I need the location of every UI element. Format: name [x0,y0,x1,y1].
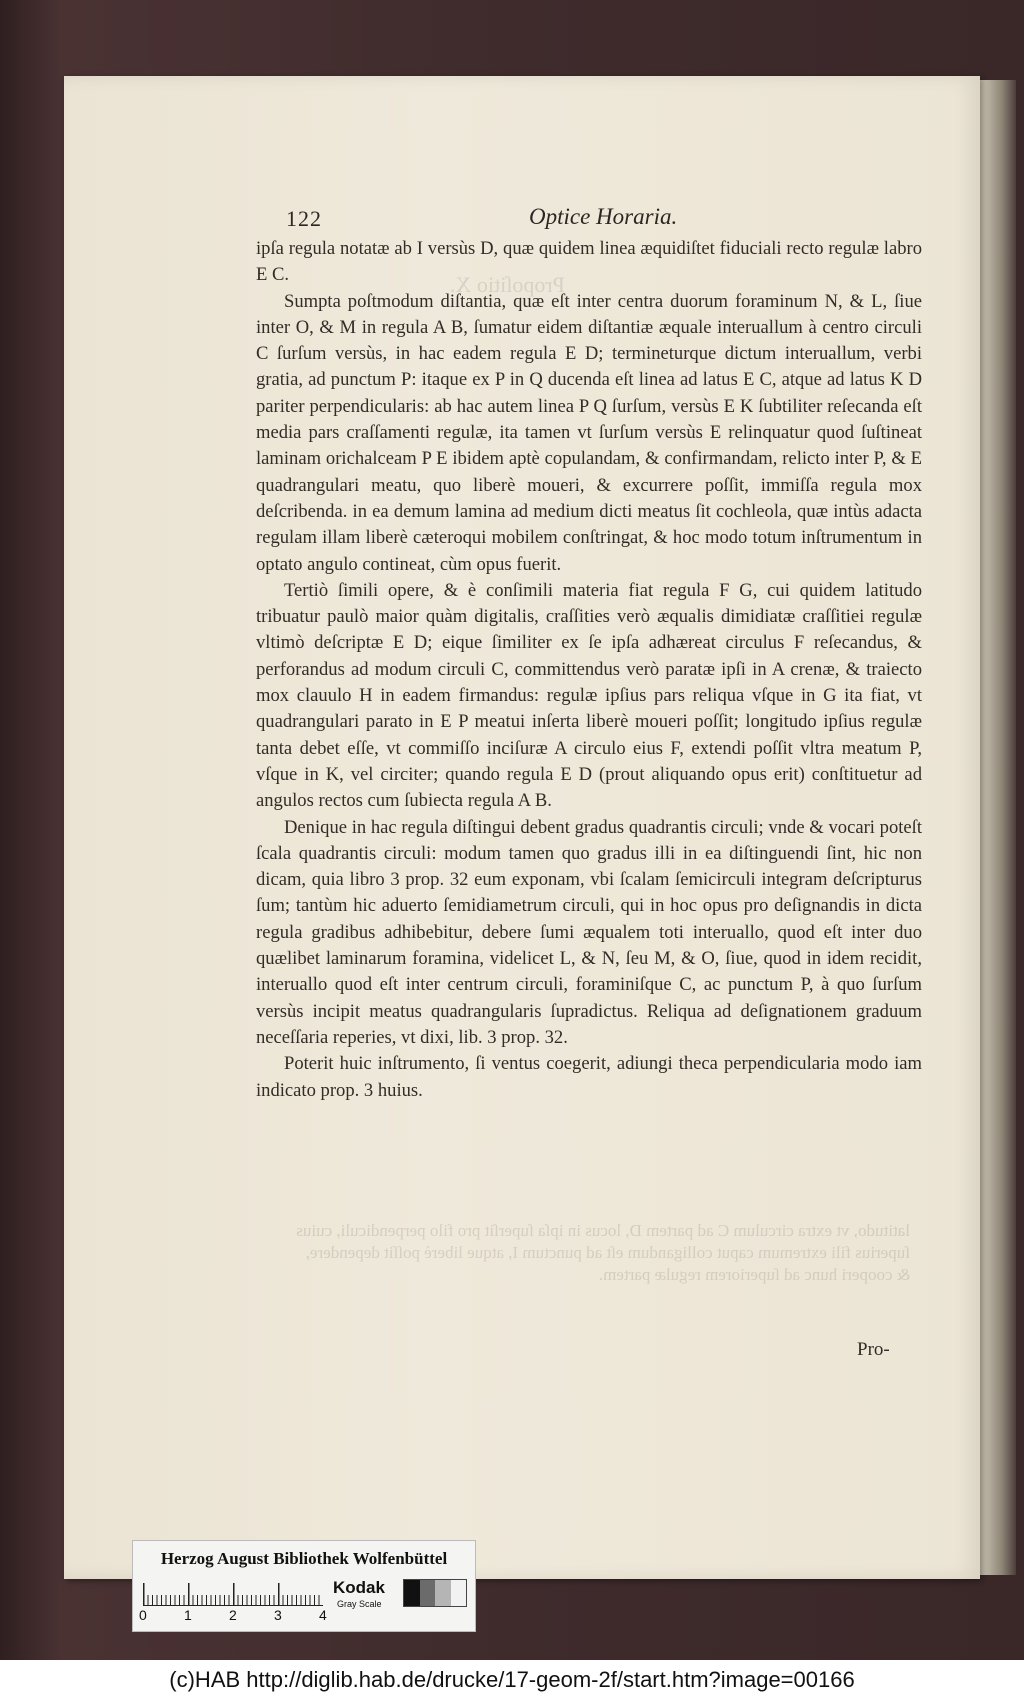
kodak-logo: Kodak [333,1578,385,1597]
paragraph-2: Sumpta poſtmodum diſtantia, quæ eſt inter centra duorum foraminum N, & L, ſiue inter O, & M in regula A B, ſumatur eidem diſtantiæ æquale interuallum à centro circuli C ſurſum versùs, in hac eadem regula E D; termineturque dictum interuallum, verbi gratia, ad punctum P: itaque ex P in Q ducenda eſt linea ad latus E C, atque ad latus K D pariter perpendicularis: ab hac autem linea P Q ſurſum, versùs E K ſubtiliter reſecanda eſt media pars craſſamenti regulæ, ita tamen vt ſurſum versùs E relinquatur quod ſuſtineat laminam orichalceam P E ibidem aptè copulandam, & confirmandam, relicto inter P, & E quadrangulari meatu, quo liberè moueri, & excurrere poſſit, immiſſa regula mox deſcribenda. in ea demum lamina ad medium dicti meatus ſit cochleola, quæ intùs adacta regulam illam liberè cæteroqui mobilem conſtringat, & hoc modo totum inſtrumentum in optato angulo contineat, cùm opus fuerit. [256,290,922,575]
institution-name: Herzog August Bibliothek Wolfenbüttel [160,1549,448,1568]
ruler-number: 2 [229,1607,237,1623]
page-number: 122 [286,206,322,231]
running-head [286,204,1006,236]
footer-bar [0,1660,1024,1702]
paragraph-5: Poterit huic inſtrumento, ſi ventus coegerit, adiungi theca perpendicularia modo iam indicato prop. 3 huius. [256,1053,922,1101]
gray-patch [420,1580,436,1606]
ruler-number: 1 [184,1607,192,1623]
page-edge [980,80,1016,1575]
gray-patch [404,1580,420,1606]
source-url-text: (c)HAB http://diglib.hab.de/drucke/17-geom-2f/start.htm?image=00166 [169,1667,855,1692]
ruler-number: 4 [319,1607,327,1623]
catchword: Pro- [857,1339,890,1360]
paragraph-3: Tertiò ſimili opere, & è conſimili materia fiat regula F G, cui quidem latitudo tribuatur paulò maior quàm digitalis, craſſities verò æqualis dimidiatæ craſſitiei regulæ vltimò deſcriptæ E D; eique ſimiliter ex ſe ipſa adhæreat circulus F reſecandus, & perforandus ad modum circuli C, committendus verò paratæ ipſi in A crenæ, & traiecto mox clauulo H in eadem firmandus: regulæ ipſius pars reliqua vſque in G ita fiat, vt quadrangulari parato in E P meatui inſerta liberè moueri poſſit; longitudo ipſius regulæ tanta debet eſſe, vt commiſſo inciſuræ A circulo eius F, extendi poſſit vltra meatum P, vſque in K, vel circiter; quando regula E D (prout aliquando opus erit) conſtituetur ad angulos rectos cum ſubiecta regula A B. [256,579,922,812]
bleed-through-text: latitudo, vt extra circulum C ad partem D, locus in ipſa ſuperſit pro filo perpendiculi, cuius ſuperius fili extremum caput colligandum eſt ad punctum I, atque liberè poſſit dependere, & cooperi hunc ad ſuperiorem regulæ partem. [296,1221,910,1284]
gray-patch [451,1580,467,1606]
paragraph-1: ipſa regula notatæ ab I versùs D, quæ quidem linea æquidiſtet fiduciali recto regulæ labro E C. [256,238,922,286]
body-text [256,236,922,1104]
gray-scale-label: Gray Scale [337,1599,382,1609]
ruler-number: 0 [139,1607,147,1623]
gray-patches [403,1579,467,1607]
running-title: Optice Horaria. [529,204,678,229]
gray-patch [435,1580,451,1606]
bleed-through-heading: Propoſitio X. [450,272,565,297]
ruler-number: 3 [274,1607,282,1623]
color-calibration-card [132,1540,476,1632]
paragraph-4: Denique in hac regula diſtingui debent gradus quadrantis circuli; vnde & vocari poteſt ſcala quadrantis circuli: modum tamen quo gradus illi in ea diſtinguendi ſint, hic non dicam, quia libro 3 prop. 32 eum exponam, vbi ſcalam ſemicirculi integram deſcripturus ſum; tantùm hic aduerto ſemidiametrum circuli, qui in hoc opus pro deſignandis in dicta regula gradibus adhibebitur, debere ſumi æqualem toti interuallo, quod eſt inter duo quælibet laminarum foramina, videlicet L, & N, ſeu M, & O, ſiue, quod in idem recidit, interuallo quod eſt inter centrum circuli, foraminiſque C, ac punctum P, à quo ſurſum versùs incipit meatus quadrangularis ſupradictus. Reliqua ad deſignationem graduum neceſſaria reperies, vt dixi, lib. 3 prop. 32. [256,816,922,1048]
ruler-major-ticks [143,1583,323,1605]
